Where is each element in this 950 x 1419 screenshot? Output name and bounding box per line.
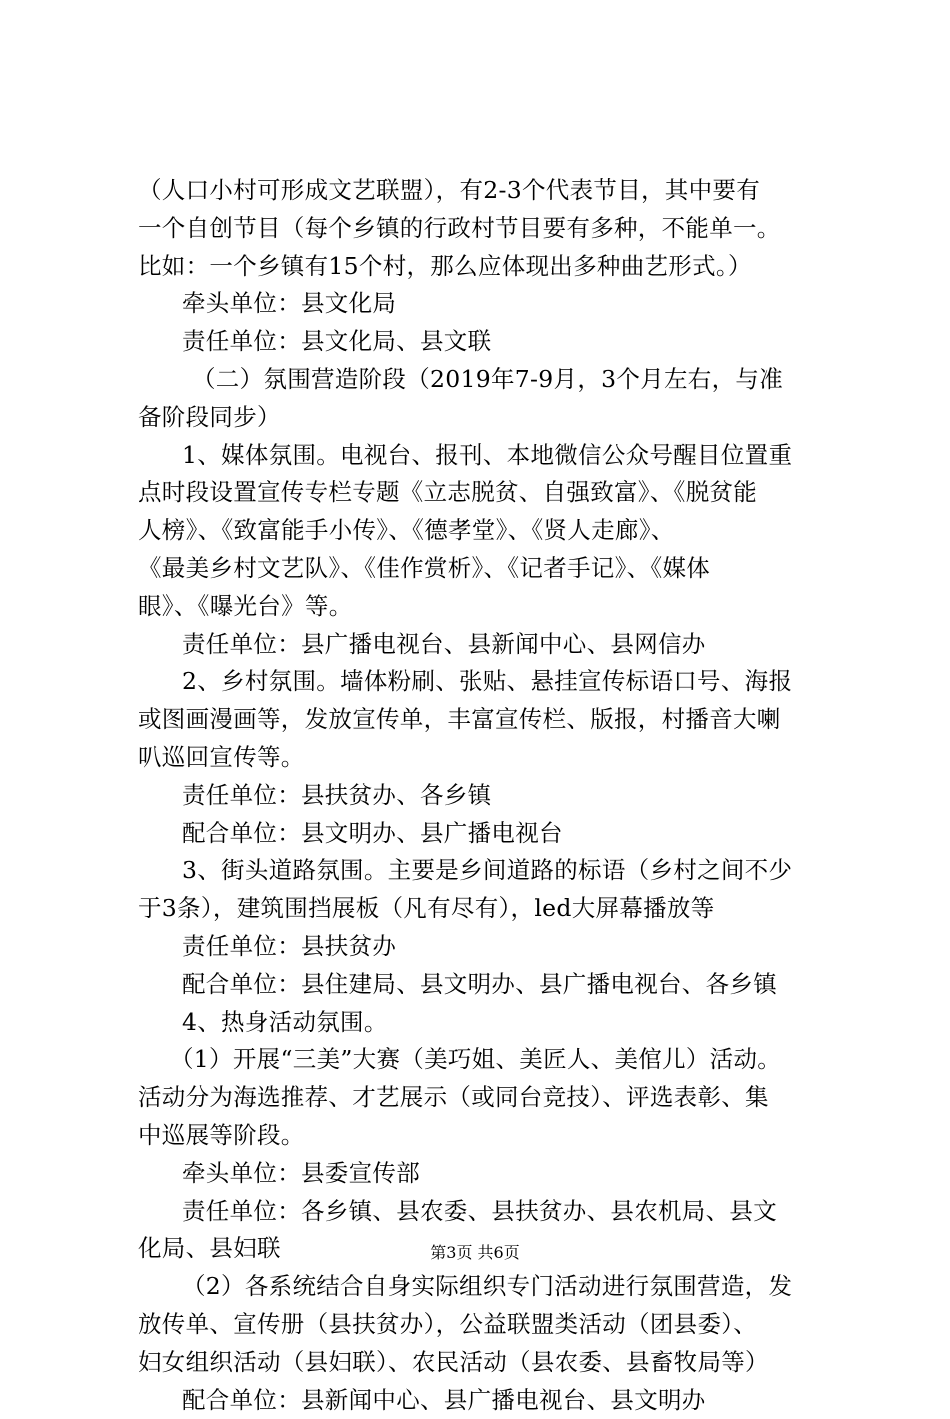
text-line: （2）各系统结合自身实际组织专门活动进行氛围营造，发 xyxy=(138,1268,828,1306)
text-line: 责任单位：县文化局、县文联 xyxy=(138,323,828,361)
text-line: 人榜》、《致富能手小传》、《德孝堂》、《贤人走廊》、 xyxy=(138,512,828,550)
text-line: 配合单位：县住建局、县文明办、县广播电视台、各乡镇 xyxy=(138,966,828,1004)
text-line: 责任单位：县广播电视台、县新闻中心、县网信办 xyxy=(138,626,828,664)
text-line: 1、媒体氛围。电视台、报刊、本地微信公众号醒目位置重 xyxy=(138,437,828,475)
text-line: 化局、县妇联 xyxy=(138,1230,828,1268)
text-line: 或图画漫画等，发放宣传单，丰富宣传栏、版报，村播音大喇 xyxy=(138,701,828,739)
text-line: 3、街头道路氛围。主要是乡间道路的标语（乡村之间不少 xyxy=(138,852,828,890)
text-line: 《最美乡村文艺队》、《佳作赏析》、《记者手记》、《媒体 xyxy=(138,550,828,588)
text-line: 叭巡回宣传等。 xyxy=(138,739,828,777)
text-line: 牵头单位：县文化局 xyxy=(138,285,828,323)
text-line: 比如：一个乡镇有15个村，那么应体现出多种曲艺形式。） xyxy=(138,248,828,286)
section-heading: （二）氛围营造阶段（2019年7-9月，3个月左右，与准 xyxy=(138,361,828,399)
text-line: 放传单、宣传册（县扶贫办），公益联盟类活动（团县委）、 xyxy=(138,1306,828,1344)
text-line: 于3条），建筑围挡展板（凡有尽有），led大屏幕播放等 xyxy=(138,890,828,928)
text-line: （人口小村可形成文艺联盟），有2-3个代表节目，其中要有 xyxy=(138,172,828,210)
text-line: 一个自创节目（每个乡镇的行政村节目要有多种，不能单一。 xyxy=(138,210,828,248)
document-body xyxy=(138,172,828,1419)
text-line: 牵头单位：县委宣传部 xyxy=(138,1155,828,1193)
text-line: 活动分为海选推荐、才艺展示（或同台竞技）、评选表彰、集 xyxy=(138,1079,828,1117)
text-line: 责任单位：县扶贫办、各乡镇 xyxy=(138,777,828,815)
text-line: 中巡展等阶段。 xyxy=(138,1117,828,1155)
text-line: 责任单位：各乡镇、县农委、县扶贫办、县农机局、县文 xyxy=(138,1193,828,1231)
text-line: （1）开展“三美”大赛（美巧姐、美匠人、美倌儿）活动。 xyxy=(138,1041,828,1079)
text-line: 点时段设置宣传专栏专题《立志脱贫、自强致富》、《脱贫能 xyxy=(138,474,828,512)
text-line: 眼》、《曝光台》等。 xyxy=(138,588,828,626)
text-line: 备阶段同步） xyxy=(138,399,828,437)
text-line: 4、热身活动氛围。 xyxy=(138,1004,828,1042)
text-line: 妇女组织活动（县妇联）、农民活动（县农委、县畜牧局等） xyxy=(138,1344,828,1382)
text-line: 责任单位：县扶贫办 xyxy=(138,928,828,966)
page-number-footer: 第3页 共6页 xyxy=(0,1242,950,1264)
text-line: 2、乡村氛围。墙体粉刷、张贴、悬挂宣传标语口号、海报 xyxy=(138,663,828,701)
text-line: 配合单位：县新闻中心、县广播电视台、县文明办 xyxy=(138,1382,828,1419)
text-line: 配合单位：县文明办、县广播电视台 xyxy=(138,815,828,853)
